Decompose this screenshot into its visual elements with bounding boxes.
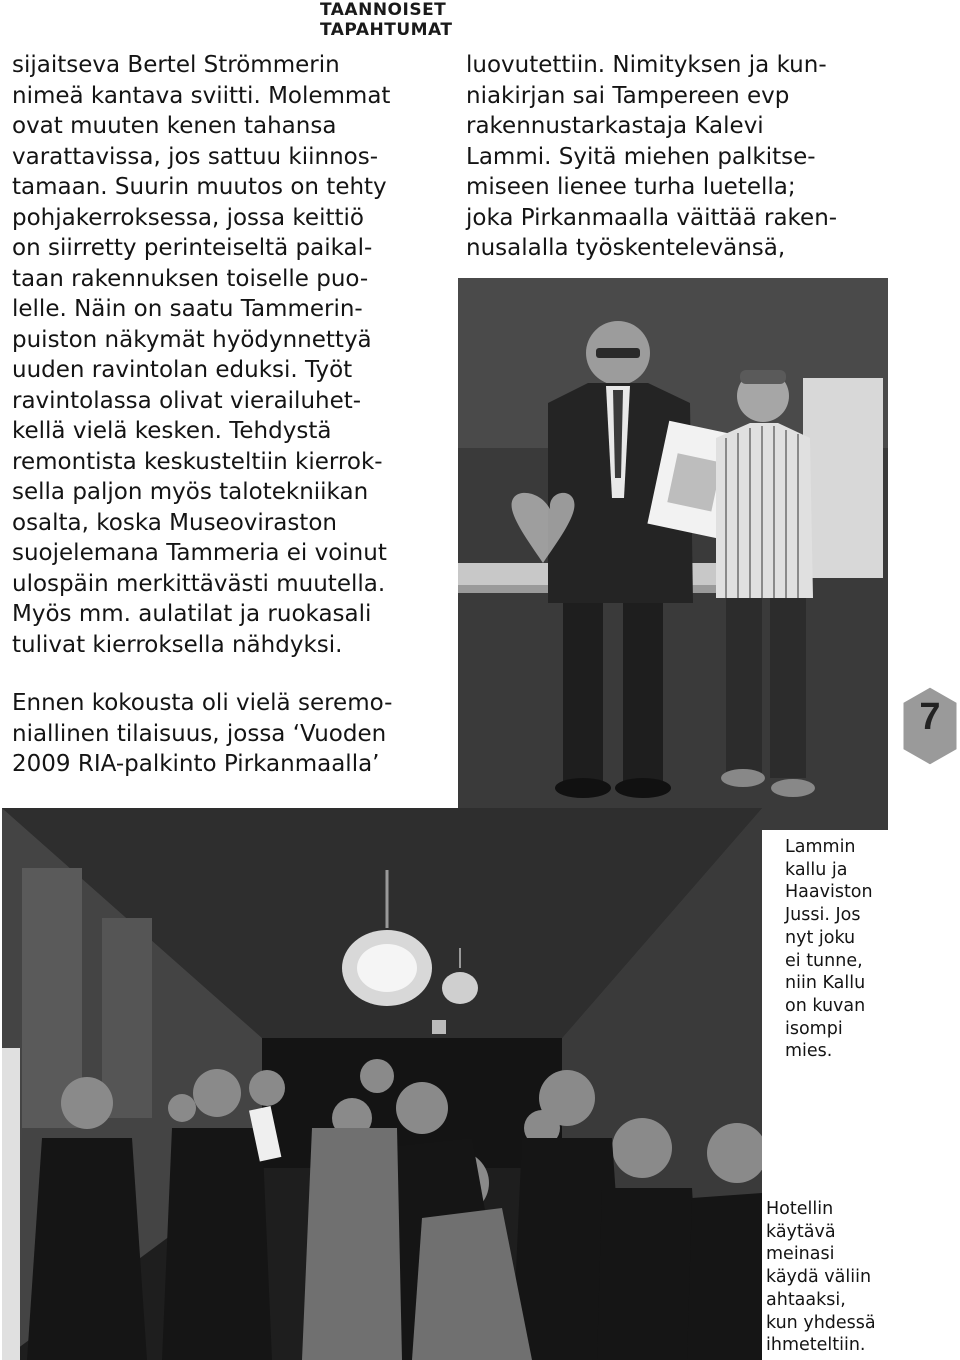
article-text-line: niallinen tilaisuus, jossa ‘Vuoden <box>12 720 387 747</box>
article-text-line: pohjakerroksessa, jossa keittiö <box>12 204 364 231</box>
article-text-line: 2009 RIA-palkinto Pirkanmaalla’ <box>12 751 380 777</box>
article-text-line: ulospäin merkittävästi muutella. <box>12 570 386 597</box>
article-text-line: Ennen kokousta oli vielä seremo- <box>12 690 393 716</box>
section-header: TAANNOISET TAPAHTUMAT <box>320 0 453 40</box>
caption-line: käytävä <box>766 1221 836 1242</box>
caption-line: Haaviston <box>785 882 873 903</box>
caption-line: käydä väliin <box>766 1267 872 1288</box>
caption-line: on kuvan <box>785 995 866 1016</box>
caption-line: ei tunne, <box>785 950 863 971</box>
article-text-line: kellä vielä kesken. Tehdystä <box>12 418 332 444</box>
caption-line: kun yhdessä <box>766 1312 876 1333</box>
award-photo-illustration <box>458 278 888 830</box>
article-text-line: osalta, koska Museoviraston <box>12 509 337 536</box>
caption-line: isompi <box>785 1018 843 1039</box>
article-text-line: taan rakennuksen toiselle puo- <box>12 265 369 292</box>
hotel-corridor-photo <box>2 808 762 1360</box>
article-right-column <box>466 50 837 264</box>
article-text-line: nusalalla työskentelevänsä, <box>466 235 786 261</box>
caption-line: kallu ja <box>785 859 848 880</box>
caption-line: nyt joku <box>785 927 856 948</box>
article-text-line: sella paljon myös talotekniikan <box>12 479 369 505</box>
article-text-line: ovat muuten kenen tahansa <box>12 113 337 139</box>
article-text-line: ravintolassa olivat vierailuhet- <box>12 387 362 414</box>
caption-line: ahtaaksi, <box>766 1289 846 1310</box>
corridor-photo-caption <box>766 1198 876 1357</box>
article-text-line: lelle. Näin on saatu Tammerin- <box>12 296 363 322</box>
caption-line: ihmeteltiin. <box>766 1335 866 1356</box>
article-text-line: on siirretty perinteiseltä paikal- <box>12 235 373 261</box>
article-text-line: remontista keskusteltiin kierrok- <box>12 448 383 475</box>
award-photo-caption <box>785 836 873 1063</box>
caption-line: meinasi <box>766 1244 835 1265</box>
caption-line: mies. <box>785 1041 833 1062</box>
article-text-line: rakennustarkastaja Kalevi <box>466 113 764 139</box>
page-number-badge <box>900 682 960 770</box>
article-text-line: joka Pirkanmaalla väittää raken- <box>466 204 838 231</box>
article-text-line: tulivat kierroksella nähdyksi. <box>12 631 343 658</box>
article-left-column-paragraph-1 <box>12 50 390 660</box>
article-text-line: suojelemana Tammeria ei voinut <box>12 540 387 566</box>
article-text-line: luovutettiin. Nimityksen ja kun- <box>466 52 827 78</box>
article-text-line: miseen lienee turha luetella; <box>466 174 796 200</box>
caption-line: Jussi. Jos <box>785 905 861 926</box>
article-text-line: Lammi. Syitä miehen palkitse- <box>466 143 816 170</box>
caption-line: niin Kallu <box>785 973 866 994</box>
article-text-line: sijaitseva Bertel Strömmerin <box>12 52 340 78</box>
article-left-column-paragraph-2 <box>12 688 392 780</box>
article-text-line: puiston näkymät hyödynnettyä <box>12 326 372 353</box>
corridor-photo-illustration <box>2 808 762 1360</box>
caption-line: Hotellin <box>766 1199 834 1219</box>
article-text-line: uuden ravintolan eduksi. Työt <box>12 357 353 383</box>
caption-line: Lammin <box>785 837 856 857</box>
article-text-line: tamaan. Suurin muutos on tehty <box>12 174 387 200</box>
award-ceremony-photo <box>458 278 888 830</box>
article-text-line: varattavissa, jos sattuu kiinnos- <box>12 143 379 170</box>
page-number: 7 <box>919 696 941 738</box>
article-text-line: Myös mm. aulatilat ja ruokasali <box>12 601 372 627</box>
article-text-line: niakirjan sai Tampereen evp <box>466 82 790 109</box>
article-text-line: nimeä kantava sviitti. Molemmat <box>12 82 391 109</box>
